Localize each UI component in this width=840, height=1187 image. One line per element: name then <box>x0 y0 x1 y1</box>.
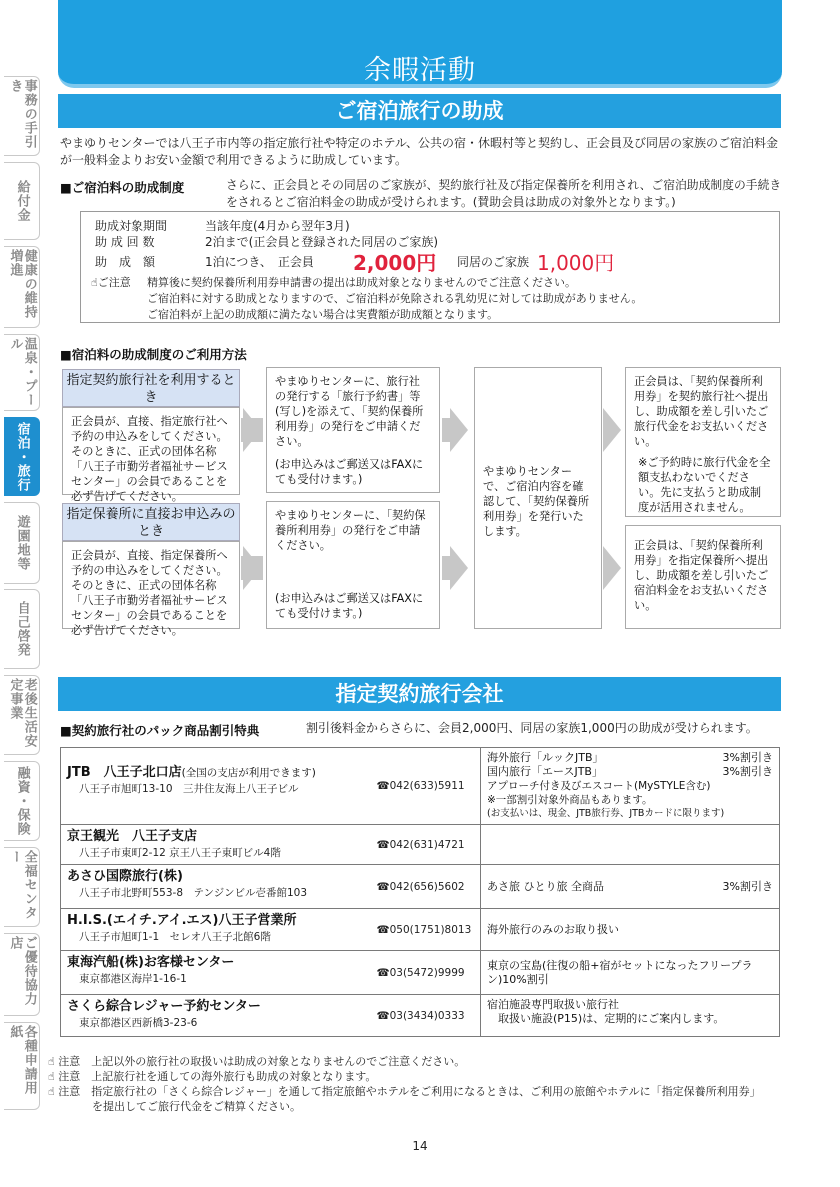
remark-text: アプローチ付き及びエスコート(MySTYLE含む) <box>487 780 711 792</box>
remark-text: 東京の宝島(往復の船+宿がセットになったフリープラン)10%割引 <box>487 958 753 986</box>
intro-text: やまゆりセンターでは八王子市内等の指定旅行社や特定のホテル、公共の宿・休暇村等と契約し、正会員及び同居の家族のご宿泊料金が一般料金よりお安い金額で利用できるように助成しています。 <box>60 136 778 167</box>
remark-line <box>487 751 773 765</box>
arrow-right-icon <box>243 408 261 452</box>
footer-note <box>48 1069 778 1084</box>
count-value: 2泊まで(正会員と登録された同居のご家族) <box>205 235 438 249</box>
side-tab-11[interactable]: 各種申請用紙 <box>4 1022 40 1110</box>
remark-text: 海外旅行「ルックJTB」 <box>487 751 604 764</box>
agency-remarks <box>481 865 780 909</box>
agency-row <box>61 909 780 951</box>
footer-note <box>48 1084 778 1099</box>
hand-pointer-icon: ☝ <box>48 1055 59 1068</box>
side-tab-2[interactable]: 健康の維持増進 <box>4 246 40 328</box>
agency-name: H.I.S.(エイチ.アイ.エス)八王子営業所 <box>67 913 297 928</box>
remark-text: (お支払いは、現金、JTB旅行券、JTBカードに限ります) <box>487 808 725 819</box>
notice-label-wrap <box>91 274 131 291</box>
notice-2: ご宿泊料に対する助成となりますので、ご宿泊料が免除される乳幼児に対しては助成がありません。 <box>147 292 643 305</box>
flow-travel-agency-head: 指定契約旅行社を利用するとき <box>62 369 240 407</box>
agency-name: さくら綜合レジャー予約センター <box>67 999 261 1014</box>
side-tab-4[interactable]: 宿泊・旅行 <box>4 417 40 496</box>
agency-row <box>61 951 780 995</box>
flow-end-agency <box>625 367 781 517</box>
remark-line <box>487 793 773 807</box>
page-number: 14 <box>412 1139 428 1153</box>
agency-tel: ☎03(3434)0333 <box>371 995 481 1037</box>
hand-pointer-icon <box>48 1100 59 1113</box>
hand-pointer-icon: ☝ <box>91 276 98 289</box>
flow-resort-head: 指定保養所に直接お申込みのとき <box>62 503 240 541</box>
subsidy-heading: ■ご宿泊料の助成制度 <box>60 180 185 195</box>
footer-note <box>48 1054 778 1069</box>
arrow-stem <box>442 418 450 442</box>
hand-pointer-icon: ☝ <box>48 1085 59 1098</box>
pack-description: 割引後料金からさらに、会員2,000円、同居の家族1,000円の助成が受けられます。 <box>306 721 758 735</box>
notice-3: ご宿泊料が上記の助成額に満たない場合は実費額が助成額となります。 <box>147 308 499 321</box>
side-tab-7[interactable]: 老後生活安定事業 <box>4 675 40 755</box>
side-tab-9[interactable]: 全福センター <box>4 847 40 927</box>
period-label: 助成対象期間 <box>95 219 168 233</box>
agency-tel: ☎03(5472)9999 <box>371 951 481 995</box>
remark-text: 国内旅行「エースJTB」 <box>487 765 603 778</box>
agency-address: 東京都港区海岸1-16-1 <box>79 973 187 985</box>
agency-name-cell <box>61 825 371 865</box>
chapter-header <box>58 0 782 88</box>
agency-address: 八王子市東町2-12 京王八王子東町ビル4階 <box>79 847 281 859</box>
side-tab-8[interactable]: 融資・保険 <box>4 761 40 841</box>
remark-text: ※一部割引対象外商品もあります。 <box>487 794 653 806</box>
remark-line <box>487 880 773 894</box>
subsidy-description: さらに、正会員とその同居のご家族が、契約旅行社及び指定保養所を利用され、ご宿泊助成制度の手続きをされるとご宿泊料金の助成が受けられます。(賛助会員は助成の対象外となります。) <box>226 178 782 209</box>
footer-notes <box>48 1054 778 1114</box>
remark-text: 取扱い施設(P15)は、定期的にご案内します。 <box>487 1012 725 1025</box>
flow-end-agency-text: 正会員は、「契約保養所利用券」を契約旅行社へ提出し、助成額を差し引いたご旅行代金をお支払いください。 <box>634 375 769 448</box>
agency-remarks <box>481 951 780 995</box>
remark-line <box>487 959 773 987</box>
remark-discount: 3%割引き <box>722 751 773 764</box>
chapter-title: 余暇活動 <box>364 55 476 86</box>
remark-line <box>487 1012 773 1026</box>
agency-row <box>61 825 780 865</box>
side-tab-6[interactable]: 自己啓発 <box>4 589 40 669</box>
agency-address: 八王子市旭町13-10 三井住友海上八王子ビル <box>79 783 299 795</box>
remark-discount: 3%割引き <box>722 765 773 778</box>
amount-family: 1,000円 <box>537 251 615 275</box>
agency-tel: ☎042(631)4721 <box>371 825 481 865</box>
side-tab-0[interactable]: 事務の手引き <box>4 76 40 156</box>
agency-name: JTB 八王子北口店 <box>67 765 182 780</box>
flow-end-resort: 正会員は、「契約保養所利用券」を指定保養所へ提出し、助成額を差し引いたご宿泊料金をお支払いください。 <box>625 525 781 629</box>
flow-end-agency-note: ※ご予約時に旅行代金を全額支払わないでください。先に支払うと助成制度が活用されません。 <box>638 456 771 514</box>
agency-name: 東海汽船(株)お客様センター <box>67 955 235 970</box>
remark-text: 宿泊施設専門取扱い旅行社 <box>487 998 619 1011</box>
side-tab-1[interactable]: 給付金 <box>4 162 40 240</box>
remark-discount: 3%割引き <box>722 879 773 893</box>
amount-member: 2,000円 <box>353 251 437 275</box>
arrow-right-icon <box>450 408 468 452</box>
howto-heading: ■宿泊料の助成制度のご利用方法 <box>60 347 247 362</box>
amount-per: 1泊につき、 正会員 <box>205 255 314 269</box>
flow-step-apply-a-note: (お申込みはご郵送又はFAXにても受付けます。) <box>275 458 424 486</box>
agency-address: 東京都港区西新橋3-23-6 <box>79 1017 198 1029</box>
period-value: 当該年度(4月から翌年3月) <box>205 219 350 233</box>
pack-heading: ■契約旅行社のパック商品割引特典 <box>60 723 260 738</box>
footer-note-text: を提出してご旅行代金をご精算ください。 <box>59 1100 301 1113</box>
footer-note <box>48 1099 778 1114</box>
remark-line <box>487 998 773 1012</box>
agency-remarks <box>481 748 780 825</box>
flow-resort-body: 正会員が、直接、指定保養所へ予約の申込みをしてください。そのときに、正式の団体名称「八王子市勤労者福祉サービスセンター」の会員であることを必ず告げてください。 <box>62 541 240 629</box>
remark-text: あさ旅 ひとり旅 全商品 <box>487 879 604 893</box>
agency-name-cell <box>61 909 371 951</box>
agency-name-cell <box>61 951 371 995</box>
footer-note-text: 注意 上記旅行社を通しての海外旅行も助成の対象となります。 <box>58 1070 377 1083</box>
notice-1: 精算後に契約保養所利用券申請書の提出は助成対象となりませんのでご注意ください。 <box>147 276 576 289</box>
agency-name-cell <box>61 865 371 909</box>
arrow-right-icon <box>450 546 468 590</box>
agency-row <box>61 748 780 825</box>
side-tab-10[interactable]: ご優待協力店 <box>4 933 40 1016</box>
side-tab-5[interactable]: 遊園地等 <box>4 502 40 584</box>
flow-step-apply-b <box>266 501 440 629</box>
agency-tel: ☎050(1751)8013 <box>371 909 481 951</box>
remark-text: 海外旅行のみのお取り扱い <box>487 922 619 936</box>
section-title-lodging: ご宿泊旅行の助成 <box>58 94 781 128</box>
subsidy-details-box <box>80 211 780 323</box>
section-title-agencies: 指定契約旅行会社 <box>58 677 781 711</box>
agency-name-note: (全国の支店が利用できます) <box>181 767 316 779</box>
side-tab-3[interactable]: 温泉・プール <box>4 334 40 411</box>
remark-line <box>487 923 773 937</box>
remark-line <box>487 765 773 779</box>
remark-line <box>487 779 773 793</box>
agency-remarks <box>481 825 780 865</box>
amount-label: 助 成 額 <box>95 255 156 269</box>
remark-line <box>487 807 773 821</box>
flow-center-issue: やまゆりセンターで、ご宿泊内容を確認して、「契約保養所利用券」を発行いたします。 <box>474 367 602 629</box>
arrow-right-icon <box>243 546 261 590</box>
flow-step-apply-a <box>266 367 440 493</box>
hand-pointer-icon: ☝ <box>48 1070 59 1083</box>
agency-remarks <box>481 909 780 951</box>
agency-tel: ☎042(656)5602 <box>371 865 481 909</box>
agency-row <box>61 865 780 909</box>
agency-name-cell <box>61 995 371 1037</box>
agency-remarks <box>481 995 780 1037</box>
agency-name: あさひ国際旅行(株) <box>67 869 183 884</box>
agency-tel: ☎042(633)5911 <box>371 748 481 825</box>
agency-row <box>61 995 780 1037</box>
arrow-right-icon <box>603 408 621 452</box>
flow-step-apply-a-text: やまゆりセンターに、旅行社の発行する「旅行予約書」等(写し)を添えて、「契約保養所利用券」の発行をご申請ください。 <box>275 375 424 448</box>
agency-name-cell <box>61 748 371 825</box>
flow-step-apply-b-note: (お申込みはご郵送又はFAXにても受付けます。) <box>275 592 424 620</box>
footer-note-text: 注意 指定旅行社の「さくら綜合レジャー」を通して指定旅館やホテルをご利用になるときは、ご利用の旅館やホテルに「指定保養所利用券」 <box>58 1085 761 1098</box>
footer-note-text: 注意 上記以外の旅行社の取扱いは助成の対象となりませんのでご注意ください。 <box>58 1055 466 1068</box>
notice-label: ご注意 <box>97 276 131 289</box>
agency-address: 八王子市北野町553-8 テンジンビル壱番館103 <box>79 887 308 899</box>
arrow-stem <box>442 556 450 580</box>
agency-name: 京王観光 八王子支店 <box>67 829 198 844</box>
arrow-right-icon <box>603 546 621 590</box>
agency-table <box>60 747 780 1037</box>
amount-family-label: 同居のご家族 <box>457 255 530 269</box>
flow-step-apply-b-text: やまゆりセンターに、「契約保養所利用券」の発行をご申請ください。 <box>275 509 426 552</box>
count-label: 助 成 回 数 <box>95 235 155 249</box>
flow-travel-agency-body: 正会員が、直接、指定旅行社へ予約の申込みをしてください。そのときに、正式の団体名称「八王子市勤労者福祉サービスセンター」の会員であることを必ず告げてください。 <box>62 407 240 495</box>
agency-address: 八王子市旭町1-1 セレオ八王子北館6階 <box>79 931 271 943</box>
